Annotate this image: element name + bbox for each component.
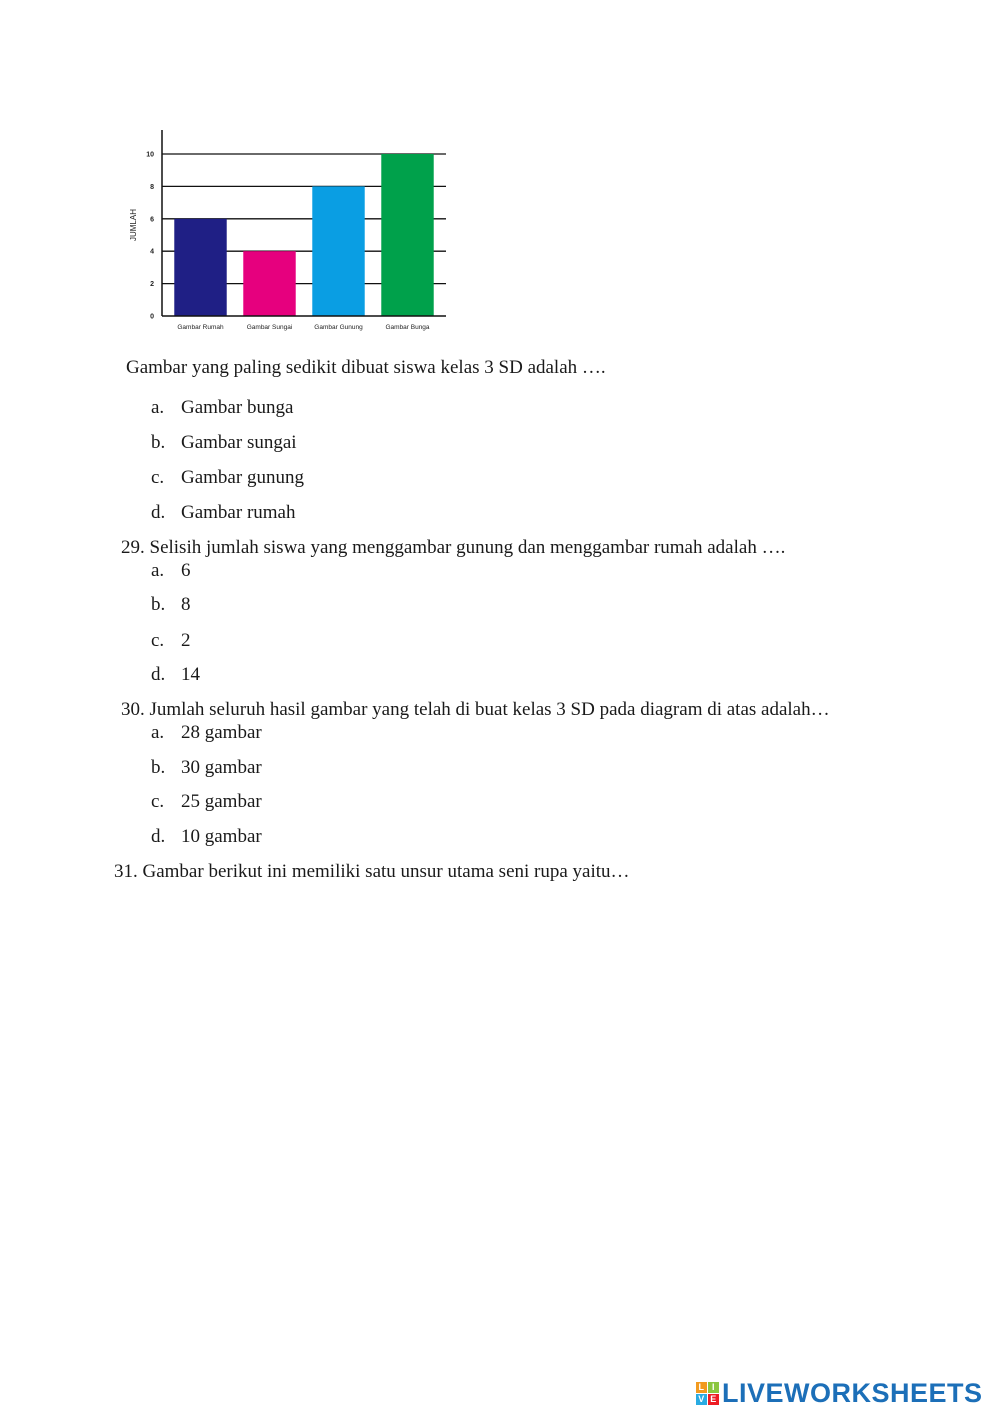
option-letter: d. (151, 826, 166, 847)
q30-option-a[interactable] (151, 721, 262, 745)
question-text: Jumlah seluruh hasil gambar yang telah di buat kelas 3 SD pada diagram di atas adalah… (149, 699, 830, 720)
x-category-label: Gambar Rumah (177, 324, 224, 331)
option-text: 10 gambar (181, 826, 262, 847)
question-number: 30. (121, 699, 145, 720)
option-text: 28 gambar (181, 722, 262, 743)
logo-letter: E (708, 1394, 719, 1405)
y-tick-label: 8 (150, 183, 154, 191)
q30-option-c[interactable] (151, 790, 262, 814)
question-text: Gambar berikut ini memiliki satu unsur utama seni rupa yaitu… (142, 861, 630, 882)
x-category-label: Gambar Sungai (246, 324, 293, 331)
option-text: Gambar sungai (181, 432, 297, 453)
option-letter: a. (151, 397, 165, 418)
question-text: Selisih jumlah siswa yang menggambar gunung dan menggambar rumah adalah …. (149, 537, 786, 558)
option-text: Gambar bunga (181, 397, 294, 418)
bar-gambar-sungai (243, 251, 295, 316)
option-text: Gambar rumah (181, 502, 296, 523)
option-letter: b. (151, 432, 166, 453)
q30-option-b[interactable] (151, 756, 262, 780)
option-letter: b. (151, 594, 166, 615)
q31-question (114, 860, 630, 884)
option-letter: c. (151, 467, 165, 488)
question-number: 29. (121, 537, 145, 558)
option-text: 25 gambar (181, 791, 262, 812)
liveworksheets-logo[interactable] (696, 1378, 983, 1408)
option-text: Gambar gunung (181, 467, 304, 488)
logo-letter: V (696, 1394, 707, 1405)
bar-gambar-gunung (312, 186, 364, 316)
y-tick-label: 4 (150, 248, 154, 256)
option-letter: b. (151, 757, 166, 778)
y-axis-label: JUMLAH (129, 208, 138, 242)
option-text: 6 (181, 560, 191, 581)
q30-option-d[interactable] (151, 825, 262, 849)
question-number: 31. (114, 861, 138, 882)
bar-gambar-bunga (381, 154, 433, 316)
option-text: 14 (181, 664, 200, 685)
option-letter: a. (151, 560, 165, 581)
x-category-label: Gambar Bunga (385, 324, 430, 331)
q28-option-d[interactable] (151, 501, 295, 525)
y-tick-label: 6 (150, 216, 154, 224)
option-text: 8 (181, 594, 191, 615)
x-category-label: Gambar Gunung (314, 324, 363, 331)
option-letter: d. (151, 664, 166, 685)
q28-option-c[interactable] (151, 466, 304, 490)
logo-letter: I (708, 1382, 719, 1393)
q28-text: Gambar yang paling sedikit dibuat siswa kelas 3 SD adalah …. (126, 357, 606, 378)
option-letter: a. (151, 722, 165, 743)
q29-option-c[interactable] (151, 629, 191, 653)
logo-letter: L (696, 1382, 707, 1393)
q30-question (121, 698, 830, 722)
y-tick-label: 10 (146, 151, 154, 159)
bar-gambar-rumah (174, 219, 226, 316)
q29-question (121, 536, 785, 560)
q29-option-a[interactable] (151, 559, 191, 583)
q28-option-b[interactable] (151, 431, 297, 455)
option-text: 2 (181, 630, 191, 651)
logo-icon (696, 1382, 719, 1405)
option-letter: d. (151, 502, 166, 523)
q29-option-d[interactable] (151, 663, 200, 687)
y-tick-label: 0 (150, 313, 154, 321)
q29-option-b[interactable] (151, 593, 191, 617)
q28-option-a[interactable] (151, 396, 293, 420)
option-text: 30 gambar (181, 757, 262, 778)
y-tick-label: 2 (150, 281, 154, 289)
option-letter: c. (151, 791, 165, 812)
bar-chart (110, 120, 470, 340)
option-letter: c. (151, 630, 165, 651)
logo-text: LIVEWORKSHEETS (722, 1377, 983, 1408)
